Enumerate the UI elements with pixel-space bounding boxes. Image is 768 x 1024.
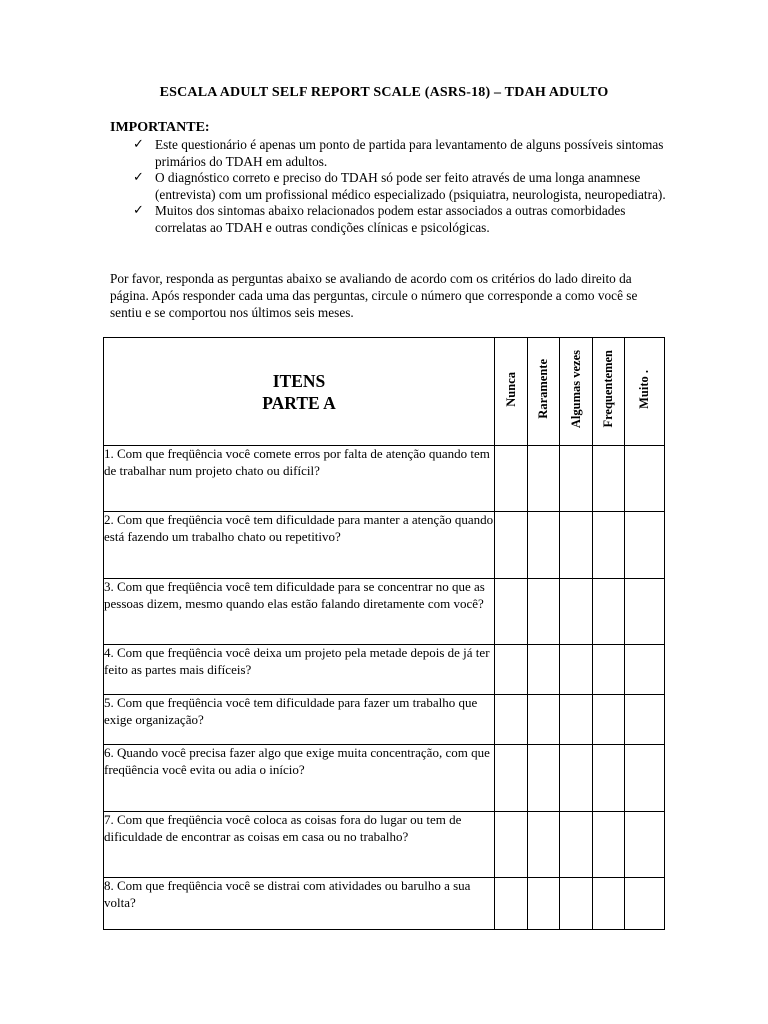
answer-cell-frequentemente[interactable] xyxy=(593,512,625,579)
important-list xyxy=(130,137,670,236)
answer-cell-algumas-vezes[interactable] xyxy=(560,512,593,579)
table-row xyxy=(104,512,665,579)
answer-cell-raramente[interactable] xyxy=(528,878,560,930)
answer-cell-algumas-vezes[interactable] xyxy=(560,878,593,930)
question-text: 1. Com que freqüência você comete erros por falta de atenção quando tem de trabalhar num projeto chato ou difícil? xyxy=(104,446,495,512)
answer-cell-nunca[interactable] xyxy=(495,745,528,812)
checkmark-icon: ✓ xyxy=(133,170,144,185)
answer-cell-muito[interactable] xyxy=(625,512,665,579)
answer-cell-muito[interactable] xyxy=(625,695,665,745)
answer-cell-nunca[interactable] xyxy=(495,446,528,512)
answer-cell-raramente[interactable] xyxy=(528,512,560,579)
list-item xyxy=(130,203,670,236)
instructions-paragraph: Por favor, responda as perguntas abaixo se avaliando de acordo com os critérios do lado direito da página. Após responder cada uma das perguntas, circule o número que corresponde a como você se sentiu e se comportou nos últimos seis meses. xyxy=(110,271,638,320)
table-header-row xyxy=(104,338,665,446)
question-text: 4. Com que freqüência você deixa um projeto pela metade depois de já ter feito as partes mais difíceis? xyxy=(104,645,495,695)
bullet-text: Muitos dos sintomas abaixo relacionados podem estar associados a outras comorbidades correlatas ao TDAH e outras condições clínicas e psicológicas. xyxy=(155,203,626,235)
checkmark-icon: ✓ xyxy=(133,137,144,152)
table-row xyxy=(104,745,665,812)
answer-cell-algumas-vezes[interactable] xyxy=(560,645,593,695)
answer-cell-muito[interactable] xyxy=(625,878,665,930)
answer-cell-frequentemente[interactable] xyxy=(593,695,625,745)
table-row xyxy=(104,695,665,745)
column-header-algumas-vezes: Algumas vezes xyxy=(560,338,593,446)
question-text: 2. Com que freqüência você tem dificuldade para manter a atenção quando está fazendo um trabalho chato ou repetitivo? xyxy=(104,512,495,579)
important-heading: IMPORTANTE: xyxy=(110,120,210,135)
items-header xyxy=(104,338,495,446)
answer-cell-frequentemente[interactable] xyxy=(593,812,625,878)
answer-cell-raramente[interactable] xyxy=(528,745,560,812)
table-row xyxy=(104,446,665,512)
column-header-muito: Muito . xyxy=(625,338,665,446)
answer-cell-raramente[interactable] xyxy=(528,812,560,878)
answer-cell-frequentemente[interactable] xyxy=(593,579,625,645)
answer-cell-frequentemente[interactable] xyxy=(593,878,625,930)
answer-cell-muito[interactable] xyxy=(625,745,665,812)
answer-cell-frequentemente[interactable] xyxy=(593,645,625,695)
answer-cell-nunca[interactable] xyxy=(495,512,528,579)
answer-cell-raramente[interactable] xyxy=(528,446,560,512)
answer-cell-muito[interactable] xyxy=(625,446,665,512)
document-title: ESCALA ADULT SELF REPORT SCALE (ASRS-18) – TDAH ADULTO xyxy=(159,85,609,100)
answer-cell-algumas-vezes[interactable] xyxy=(560,695,593,745)
checkmark-icon: ✓ xyxy=(133,203,144,218)
column-header-nunca: Nunca xyxy=(495,338,528,446)
answer-cell-muito[interactable] xyxy=(625,812,665,878)
answer-cell-nunca[interactable] xyxy=(495,695,528,745)
answer-cell-frequentemente[interactable] xyxy=(593,745,625,812)
answer-cell-raramente[interactable] xyxy=(528,645,560,695)
question-text: 5. Com que freqüência você tem dificuldade para fazer um trabalho que exige organização? xyxy=(104,695,495,745)
question-text: 7. Com que freqüência você coloca as coisas fora do lugar ou tem de dificuldade de encontrar as coisas em casa ou no trabalho? xyxy=(104,812,495,878)
table-row xyxy=(104,579,665,645)
answer-cell-raramente[interactable] xyxy=(528,579,560,645)
answer-cell-algumas-vezes[interactable] xyxy=(560,745,593,812)
answer-cell-nunca[interactable] xyxy=(495,579,528,645)
question-text: 8. Com que freqüência você se distrai com atividades ou barulho a sua volta? xyxy=(104,878,495,930)
answer-cell-raramente[interactable] xyxy=(528,695,560,745)
list-item xyxy=(130,170,670,203)
table-row xyxy=(104,645,665,695)
bullet-text: Este questionário é apenas um ponto de partida para levantamento de alguns possíveis sintomas primários do TDAH em adultos. xyxy=(155,137,664,169)
answer-cell-nunca[interactable] xyxy=(495,645,528,695)
answer-cell-frequentemente[interactable] xyxy=(593,446,625,512)
answer-cell-algumas-vezes[interactable] xyxy=(560,579,593,645)
answer-cell-algumas-vezes[interactable] xyxy=(560,446,593,512)
list-item xyxy=(130,137,670,170)
part-title: PARTE A xyxy=(262,392,336,413)
table-row xyxy=(104,812,665,878)
column-header-frequentemente: Frequentemen xyxy=(593,338,625,446)
question-text: 6. Quando você precisa fazer algo que exige muita concentração, com que freqüência você evita ou adia o início? xyxy=(104,745,495,812)
table-row xyxy=(104,878,665,930)
bullet-text: O diagnóstico correto e preciso do TDAH só pode ser feito através de uma longa anamnese (entrevista) com um profissional médico especializado (psiquiatra, neurologista, neuropediatra). xyxy=(155,170,666,202)
answer-cell-nunca[interactable] xyxy=(495,812,528,878)
answer-cell-muito[interactable] xyxy=(625,579,665,645)
answer-cell-algumas-vezes[interactable] xyxy=(560,812,593,878)
answer-cell-nunca[interactable] xyxy=(495,878,528,930)
questionnaire-table xyxy=(103,337,665,930)
question-text: 3. Com que freqüência você tem dificuldade para se concentrar no que as pessoas dizem, mesmo quando elas estão falando diretamente com você? xyxy=(104,579,495,645)
column-header-raramente: Raramente xyxy=(528,338,560,446)
answer-cell-muito[interactable] xyxy=(625,645,665,695)
items-title: ITENS xyxy=(272,370,326,391)
